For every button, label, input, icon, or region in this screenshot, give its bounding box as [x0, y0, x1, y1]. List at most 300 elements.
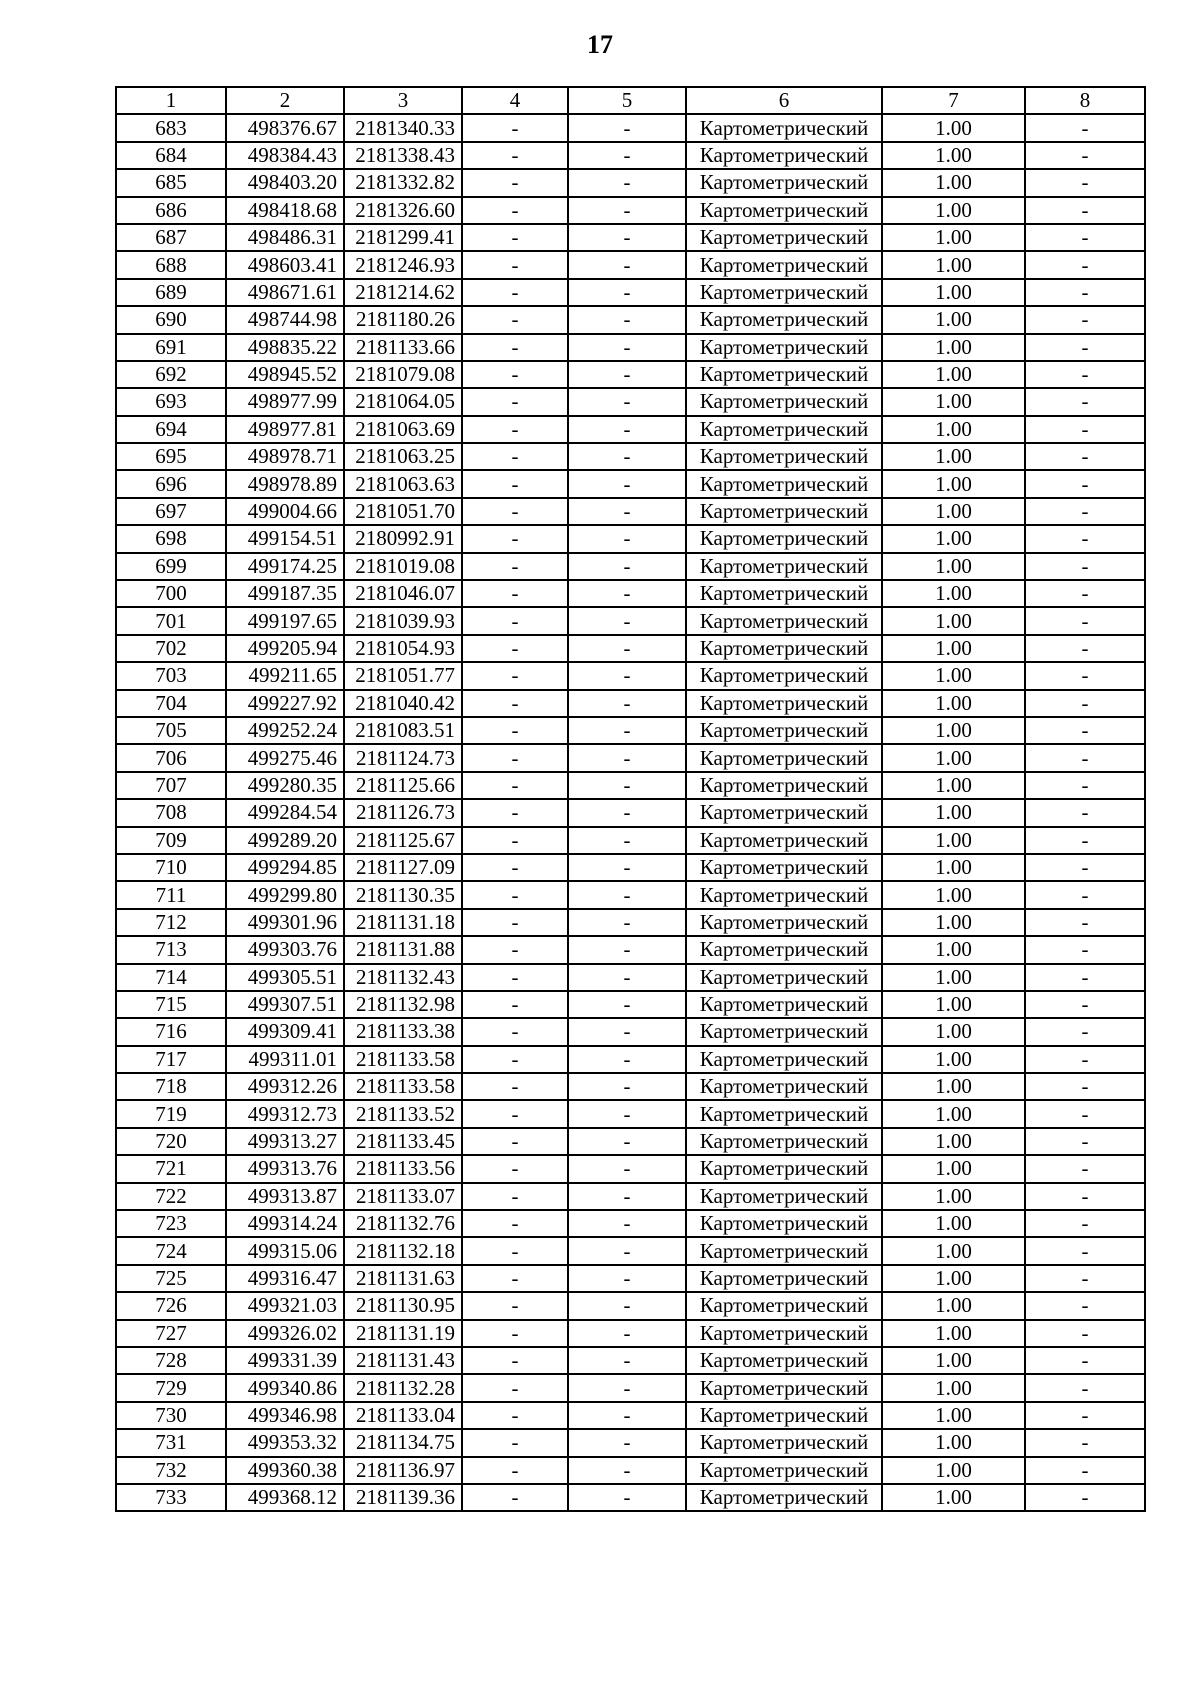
cell-x-coordinate: 499280.35 — [226, 772, 344, 799]
cell-y-coordinate: 2181340.33 — [344, 114, 462, 141]
cell-method: Картометрический — [686, 361, 882, 388]
cell-point-number: 686 — [116, 197, 226, 224]
cell-col-4: - — [462, 772, 568, 799]
table-row — [116, 1429, 1145, 1456]
column-header-4: 4 — [462, 87, 568, 114]
cell-method: Картометрический — [686, 854, 882, 881]
table-row — [116, 1320, 1145, 1347]
cell-col-5: - — [568, 498, 686, 525]
cell-point-number: 702 — [116, 635, 226, 662]
cell-x-coordinate: 499252.24 — [226, 717, 344, 744]
cell-accuracy: 1.00 — [882, 881, 1025, 908]
cell-col-8: - — [1025, 772, 1145, 799]
cell-x-coordinate: 498977.99 — [226, 388, 344, 415]
cell-accuracy: 1.00 — [882, 1484, 1025, 1511]
cell-col-4: - — [462, 525, 568, 552]
cell-col-5: - — [568, 1183, 686, 1210]
cell-accuracy: 1.00 — [882, 964, 1025, 991]
cell-y-coordinate: 2181133.66 — [344, 334, 462, 361]
table-row — [116, 881, 1145, 908]
cell-col-4: - — [462, 251, 568, 278]
cell-y-coordinate: 2181131.18 — [344, 909, 462, 936]
cell-col-4: - — [462, 416, 568, 443]
cell-y-coordinate: 2181079.08 — [344, 361, 462, 388]
cell-x-coordinate: 499154.51 — [226, 525, 344, 552]
cell-x-coordinate: 498945.52 — [226, 361, 344, 388]
cell-col-8: - — [1025, 334, 1145, 361]
table-row — [116, 1292, 1145, 1319]
table-row — [116, 1457, 1145, 1484]
cell-col-4: - — [462, 1429, 568, 1456]
cell-col-8: - — [1025, 744, 1145, 771]
cell-x-coordinate: 499004.66 — [226, 498, 344, 525]
cell-accuracy: 1.00 — [882, 799, 1025, 826]
cell-x-coordinate: 499326.02 — [226, 1320, 344, 1347]
cell-col-4: - — [462, 799, 568, 826]
cell-col-8: - — [1025, 251, 1145, 278]
table-row — [116, 1128, 1145, 1155]
cell-col-4: - — [462, 827, 568, 854]
cell-y-coordinate: 2181132.18 — [344, 1237, 462, 1264]
cell-y-coordinate: 2181246.93 — [344, 251, 462, 278]
cell-col-4: - — [462, 1210, 568, 1237]
cell-col-5: - — [568, 690, 686, 717]
cell-point-number: 688 — [116, 251, 226, 278]
cell-y-coordinate: 2181046.07 — [344, 580, 462, 607]
cell-accuracy: 1.00 — [882, 306, 1025, 333]
cell-y-coordinate: 2181131.43 — [344, 1347, 462, 1374]
table-row — [116, 744, 1145, 771]
table-row — [116, 1210, 1145, 1237]
cell-point-number: 723 — [116, 1210, 226, 1237]
cell-accuracy: 1.00 — [882, 854, 1025, 881]
cell-accuracy: 1.00 — [882, 1128, 1025, 1155]
cell-y-coordinate: 2181133.38 — [344, 1018, 462, 1045]
cell-method: Картометрический — [686, 799, 882, 826]
cell-method: Картометрический — [686, 1457, 882, 1484]
cell-method: Картометрический — [686, 553, 882, 580]
cell-col-4: - — [462, 690, 568, 717]
cell-x-coordinate: 499353.32 — [226, 1429, 344, 1456]
cell-method: Картометрический — [686, 827, 882, 854]
cell-col-5: - — [568, 114, 686, 141]
cell-x-coordinate: 499346.98 — [226, 1402, 344, 1429]
cell-point-number: 724 — [116, 1237, 226, 1264]
table-row — [116, 635, 1145, 662]
cell-accuracy: 1.00 — [882, 1046, 1025, 1073]
cell-col-4: - — [462, 1347, 568, 1374]
cell-x-coordinate: 499305.51 — [226, 964, 344, 991]
cell-accuracy: 1.00 — [882, 498, 1025, 525]
cell-y-coordinate: 2181180.26 — [344, 306, 462, 333]
cell-y-coordinate: 2181133.58 — [344, 1073, 462, 1100]
cell-col-5: - — [568, 388, 686, 415]
cell-col-5: - — [568, 1402, 686, 1429]
table-row — [116, 936, 1145, 963]
cell-col-8: - — [1025, 1265, 1145, 1292]
cell-accuracy: 1.00 — [882, 142, 1025, 169]
cell-col-5: - — [568, 142, 686, 169]
cell-point-number: 700 — [116, 580, 226, 607]
cell-accuracy: 1.00 — [882, 416, 1025, 443]
cell-col-8: - — [1025, 1100, 1145, 1127]
cell-point-number: 706 — [116, 744, 226, 771]
cell-col-8: - — [1025, 470, 1145, 497]
cell-point-number: 695 — [116, 443, 226, 470]
cell-method: Картометрический — [686, 662, 882, 689]
cell-method: Картометрический — [686, 964, 882, 991]
cell-x-coordinate: 499340.86 — [226, 1374, 344, 1401]
cell-method: Картометрический — [686, 1484, 882, 1511]
cell-point-number: 697 — [116, 498, 226, 525]
cell-col-4: - — [462, 1320, 568, 1347]
cell-col-4: - — [462, 635, 568, 662]
cell-x-coordinate: 499313.27 — [226, 1128, 344, 1155]
cell-y-coordinate: 2181133.58 — [344, 1046, 462, 1073]
cell-col-5: - — [568, 1457, 686, 1484]
cell-col-8: - — [1025, 443, 1145, 470]
cell-y-coordinate: 2181133.07 — [344, 1183, 462, 1210]
cell-y-coordinate: 2181054.93 — [344, 635, 462, 662]
cell-method: Картометрический — [686, 334, 882, 361]
cell-col-4: - — [462, 388, 568, 415]
cell-col-4: - — [462, 991, 568, 1018]
cell-col-8: - — [1025, 1292, 1145, 1319]
cell-method: Картометрический — [686, 1429, 882, 1456]
cell-accuracy: 1.00 — [882, 662, 1025, 689]
cell-y-coordinate: 2181131.19 — [344, 1320, 462, 1347]
cell-point-number: 733 — [116, 1484, 226, 1511]
cell-col-5: - — [568, 662, 686, 689]
cell-y-coordinate: 2181130.95 — [344, 1292, 462, 1319]
cell-col-8: - — [1025, 854, 1145, 881]
cell-col-8: - — [1025, 169, 1145, 196]
cell-point-number: 701 — [116, 607, 226, 634]
cell-x-coordinate: 498486.31 — [226, 224, 344, 251]
cell-y-coordinate: 2181126.73 — [344, 799, 462, 826]
cell-point-number: 715 — [116, 991, 226, 1018]
cell-point-number: 699 — [116, 553, 226, 580]
cell-col-4: - — [462, 607, 568, 634]
cell-accuracy: 1.00 — [882, 580, 1025, 607]
cell-point-number: 705 — [116, 717, 226, 744]
cell-col-8: - — [1025, 416, 1145, 443]
cell-accuracy: 1.00 — [882, 525, 1025, 552]
table-row — [116, 1155, 1145, 1182]
cell-method: Картометрический — [686, 1210, 882, 1237]
cell-x-coordinate: 499294.85 — [226, 854, 344, 881]
cell-y-coordinate: 2181125.66 — [344, 772, 462, 799]
cell-col-8: - — [1025, 1018, 1145, 1045]
cell-y-coordinate: 2181131.63 — [344, 1265, 462, 1292]
cell-col-5: - — [568, 1484, 686, 1511]
cell-y-coordinate: 2181125.67 — [344, 827, 462, 854]
cell-col-5: - — [568, 1210, 686, 1237]
cell-accuracy: 1.00 — [882, 607, 1025, 634]
cell-col-4: - — [462, 142, 568, 169]
cell-col-5: - — [568, 1046, 686, 1073]
cell-col-5: - — [568, 717, 686, 744]
table-row — [116, 279, 1145, 306]
table-body — [116, 114, 1145, 1511]
cell-method: Картометрический — [686, 635, 882, 662]
cell-point-number: 722 — [116, 1183, 226, 1210]
cell-accuracy: 1.00 — [882, 827, 1025, 854]
cell-col-8: - — [1025, 881, 1145, 908]
column-header-6: 6 — [686, 87, 882, 114]
cell-col-8: - — [1025, 1484, 1145, 1511]
cell-x-coordinate: 498978.89 — [226, 470, 344, 497]
cell-method: Картометрический — [686, 470, 882, 497]
cell-point-number: 693 — [116, 388, 226, 415]
cell-col-8: - — [1025, 1073, 1145, 1100]
cell-col-4: - — [462, 334, 568, 361]
cell-col-8: - — [1025, 964, 1145, 991]
cell-col-8: - — [1025, 279, 1145, 306]
cell-method: Картометрический — [686, 1018, 882, 1045]
cell-col-4: - — [462, 443, 568, 470]
cell-col-8: - — [1025, 525, 1145, 552]
cell-point-number: 717 — [116, 1046, 226, 1073]
cell-point-number: 728 — [116, 1347, 226, 1374]
cell-method: Картометрический — [686, 416, 882, 443]
cell-x-coordinate: 498384.43 — [226, 142, 344, 169]
cell-x-coordinate: 498603.41 — [226, 251, 344, 278]
cell-col-5: - — [568, 854, 686, 881]
cell-col-8: - — [1025, 936, 1145, 963]
cell-y-coordinate: 2181214.62 — [344, 279, 462, 306]
cell-accuracy: 1.00 — [882, 1100, 1025, 1127]
cell-accuracy: 1.00 — [882, 169, 1025, 196]
cell-method: Картометрический — [686, 1183, 882, 1210]
cell-accuracy: 1.00 — [882, 1402, 1025, 1429]
cell-x-coordinate: 499227.92 — [226, 690, 344, 717]
cell-col-8: - — [1025, 662, 1145, 689]
cell-accuracy: 1.00 — [882, 251, 1025, 278]
cell-x-coordinate: 498376.67 — [226, 114, 344, 141]
cell-point-number: 732 — [116, 1457, 226, 1484]
cell-col-5: - — [568, 1374, 686, 1401]
cell-method: Картометрический — [686, 772, 882, 799]
cell-col-8: - — [1025, 1237, 1145, 1264]
cell-col-8: - — [1025, 1347, 1145, 1374]
cell-x-coordinate: 499275.46 — [226, 744, 344, 771]
table-row — [116, 1046, 1145, 1073]
cell-x-coordinate: 498978.71 — [226, 443, 344, 470]
table-row — [116, 1100, 1145, 1127]
cell-x-coordinate: 499331.39 — [226, 1347, 344, 1374]
cell-point-number: 703 — [116, 662, 226, 689]
cell-col-4: - — [462, 1018, 568, 1045]
cell-y-coordinate: 2181132.76 — [344, 1210, 462, 1237]
cell-y-coordinate: 2181040.42 — [344, 690, 462, 717]
cell-point-number: 685 — [116, 169, 226, 196]
table-row — [116, 1265, 1145, 1292]
cell-method: Картометрический — [686, 580, 882, 607]
cell-x-coordinate: 499321.03 — [226, 1292, 344, 1319]
cell-method: Картометрический — [686, 690, 882, 717]
cell-method: Картометрический — [686, 936, 882, 963]
cell-method: Картометрический — [686, 744, 882, 771]
cell-method: Картометрический — [686, 909, 882, 936]
cell-col-4: - — [462, 169, 568, 196]
cell-col-8: - — [1025, 799, 1145, 826]
cell-x-coordinate: 499211.65 — [226, 662, 344, 689]
cell-x-coordinate: 498403.20 — [226, 169, 344, 196]
cell-x-coordinate: 499313.76 — [226, 1155, 344, 1182]
cell-accuracy: 1.00 — [882, 635, 1025, 662]
cell-point-number: 709 — [116, 827, 226, 854]
cell-col-5: - — [568, 1018, 686, 1045]
cell-col-8: - — [1025, 827, 1145, 854]
table-row — [116, 1018, 1145, 1045]
cell-point-number: 731 — [116, 1429, 226, 1456]
table-row — [116, 197, 1145, 224]
cell-col-8: - — [1025, 361, 1145, 388]
cell-col-8: - — [1025, 1155, 1145, 1182]
cell-point-number: 721 — [116, 1155, 226, 1182]
cell-col-4: - — [462, 114, 568, 141]
cell-col-4: - — [462, 936, 568, 963]
cell-y-coordinate: 2181133.45 — [344, 1128, 462, 1155]
cell-col-5: - — [568, 881, 686, 908]
table-row — [116, 607, 1145, 634]
cell-col-8: - — [1025, 1128, 1145, 1155]
cell-method: Картометрический — [686, 525, 882, 552]
cell-col-5: - — [568, 909, 686, 936]
cell-y-coordinate: 2181124.73 — [344, 744, 462, 771]
cell-method: Картометрический — [686, 607, 882, 634]
cell-method: Картометрический — [686, 1073, 882, 1100]
cell-accuracy: 1.00 — [882, 114, 1025, 141]
cell-accuracy: 1.00 — [882, 909, 1025, 936]
cell-col-8: - — [1025, 224, 1145, 251]
cell-col-5: - — [568, 553, 686, 580]
cell-method: Картометрический — [686, 498, 882, 525]
cell-col-5: - — [568, 635, 686, 662]
cell-col-8: - — [1025, 717, 1145, 744]
cell-point-number: 725 — [116, 1265, 226, 1292]
table-row — [116, 1347, 1145, 1374]
page-number: 17 — [587, 30, 613, 59]
cell-y-coordinate: 2180992.91 — [344, 525, 462, 552]
cell-accuracy: 1.00 — [882, 1374, 1025, 1401]
cell-x-coordinate: 499289.20 — [226, 827, 344, 854]
cell-col-4: - — [462, 1292, 568, 1319]
cell-accuracy: 1.00 — [882, 772, 1025, 799]
cell-point-number: 714 — [116, 964, 226, 991]
cell-col-5: - — [568, 1128, 686, 1155]
cell-col-5: - — [568, 197, 686, 224]
cell-col-8: - — [1025, 197, 1145, 224]
cell-y-coordinate: 2181299.41 — [344, 224, 462, 251]
table-row — [116, 416, 1145, 443]
cell-accuracy: 1.00 — [882, 361, 1025, 388]
cell-method: Картометрический — [686, 1100, 882, 1127]
cell-accuracy: 1.00 — [882, 1292, 1025, 1319]
cell-point-number: 713 — [116, 936, 226, 963]
cell-method: Картометрический — [686, 1237, 882, 1264]
cell-col-5: - — [568, 361, 686, 388]
table-row — [116, 498, 1145, 525]
cell-y-coordinate: 2181133.04 — [344, 1402, 462, 1429]
cell-x-coordinate: 499303.76 — [226, 936, 344, 963]
table-row — [116, 991, 1145, 1018]
cell-col-4: - — [462, 197, 568, 224]
table-row — [116, 1073, 1145, 1100]
cell-x-coordinate: 499309.41 — [226, 1018, 344, 1045]
cell-col-4: - — [462, 1265, 568, 1292]
cell-col-4: - — [462, 1457, 568, 1484]
cell-col-4: - — [462, 854, 568, 881]
cell-col-4: - — [462, 964, 568, 991]
cell-point-number: 689 — [116, 279, 226, 306]
cell-col-5: - — [568, 1347, 686, 1374]
cell-col-4: - — [462, 1155, 568, 1182]
cell-point-number: 716 — [116, 1018, 226, 1045]
cell-y-coordinate: 2181051.70 — [344, 498, 462, 525]
cell-col-4: - — [462, 1484, 568, 1511]
cell-col-4: - — [462, 744, 568, 771]
cell-col-5: - — [568, 1265, 686, 1292]
cell-point-number: 694 — [116, 416, 226, 443]
cell-col-4: - — [462, 1237, 568, 1264]
cell-y-coordinate: 2181063.63 — [344, 470, 462, 497]
cell-method: Картометрический — [686, 1155, 882, 1182]
cell-col-8: - — [1025, 1374, 1145, 1401]
cell-col-5: - — [568, 744, 686, 771]
cell-x-coordinate: 499205.94 — [226, 635, 344, 662]
cell-col-8: - — [1025, 635, 1145, 662]
cell-accuracy: 1.00 — [882, 470, 1025, 497]
table-row — [116, 1237, 1145, 1264]
cell-col-4: - — [462, 224, 568, 251]
cell-x-coordinate: 498977.81 — [226, 416, 344, 443]
cell-col-4: - — [462, 881, 568, 908]
cell-col-8: - — [1025, 580, 1145, 607]
cell-accuracy: 1.00 — [882, 991, 1025, 1018]
cell-accuracy: 1.00 — [882, 1429, 1025, 1456]
cell-method: Картометрический — [686, 1292, 882, 1319]
cell-x-coordinate: 499174.25 — [226, 553, 344, 580]
cell-x-coordinate: 499312.26 — [226, 1073, 344, 1100]
cell-x-coordinate: 499311.01 — [226, 1046, 344, 1073]
cell-method: Картометрический — [686, 169, 882, 196]
cell-y-coordinate: 2181064.05 — [344, 388, 462, 415]
coordinates-table — [115, 86, 1146, 1512]
cell-point-number: 692 — [116, 361, 226, 388]
cell-x-coordinate: 499314.24 — [226, 1210, 344, 1237]
cell-method: Картометрический — [686, 251, 882, 278]
cell-col-8: - — [1025, 909, 1145, 936]
cell-accuracy: 1.00 — [882, 388, 1025, 415]
table-row — [116, 1183, 1145, 1210]
cell-method: Картометрический — [686, 142, 882, 169]
cell-col-5: - — [568, 334, 686, 361]
header-row — [116, 87, 1145, 114]
cell-col-5: - — [568, 991, 686, 1018]
cell-accuracy: 1.00 — [882, 279, 1025, 306]
table-row — [116, 772, 1145, 799]
cell-col-5: - — [568, 416, 686, 443]
cell-y-coordinate: 2181134.75 — [344, 1429, 462, 1456]
cell-x-coordinate: 498744.98 — [226, 306, 344, 333]
cell-x-coordinate: 499312.73 — [226, 1100, 344, 1127]
cell-method: Картометрический — [686, 443, 882, 470]
cell-accuracy: 1.00 — [882, 1155, 1025, 1182]
cell-col-8: - — [1025, 306, 1145, 333]
cell-x-coordinate: 499284.54 — [226, 799, 344, 826]
